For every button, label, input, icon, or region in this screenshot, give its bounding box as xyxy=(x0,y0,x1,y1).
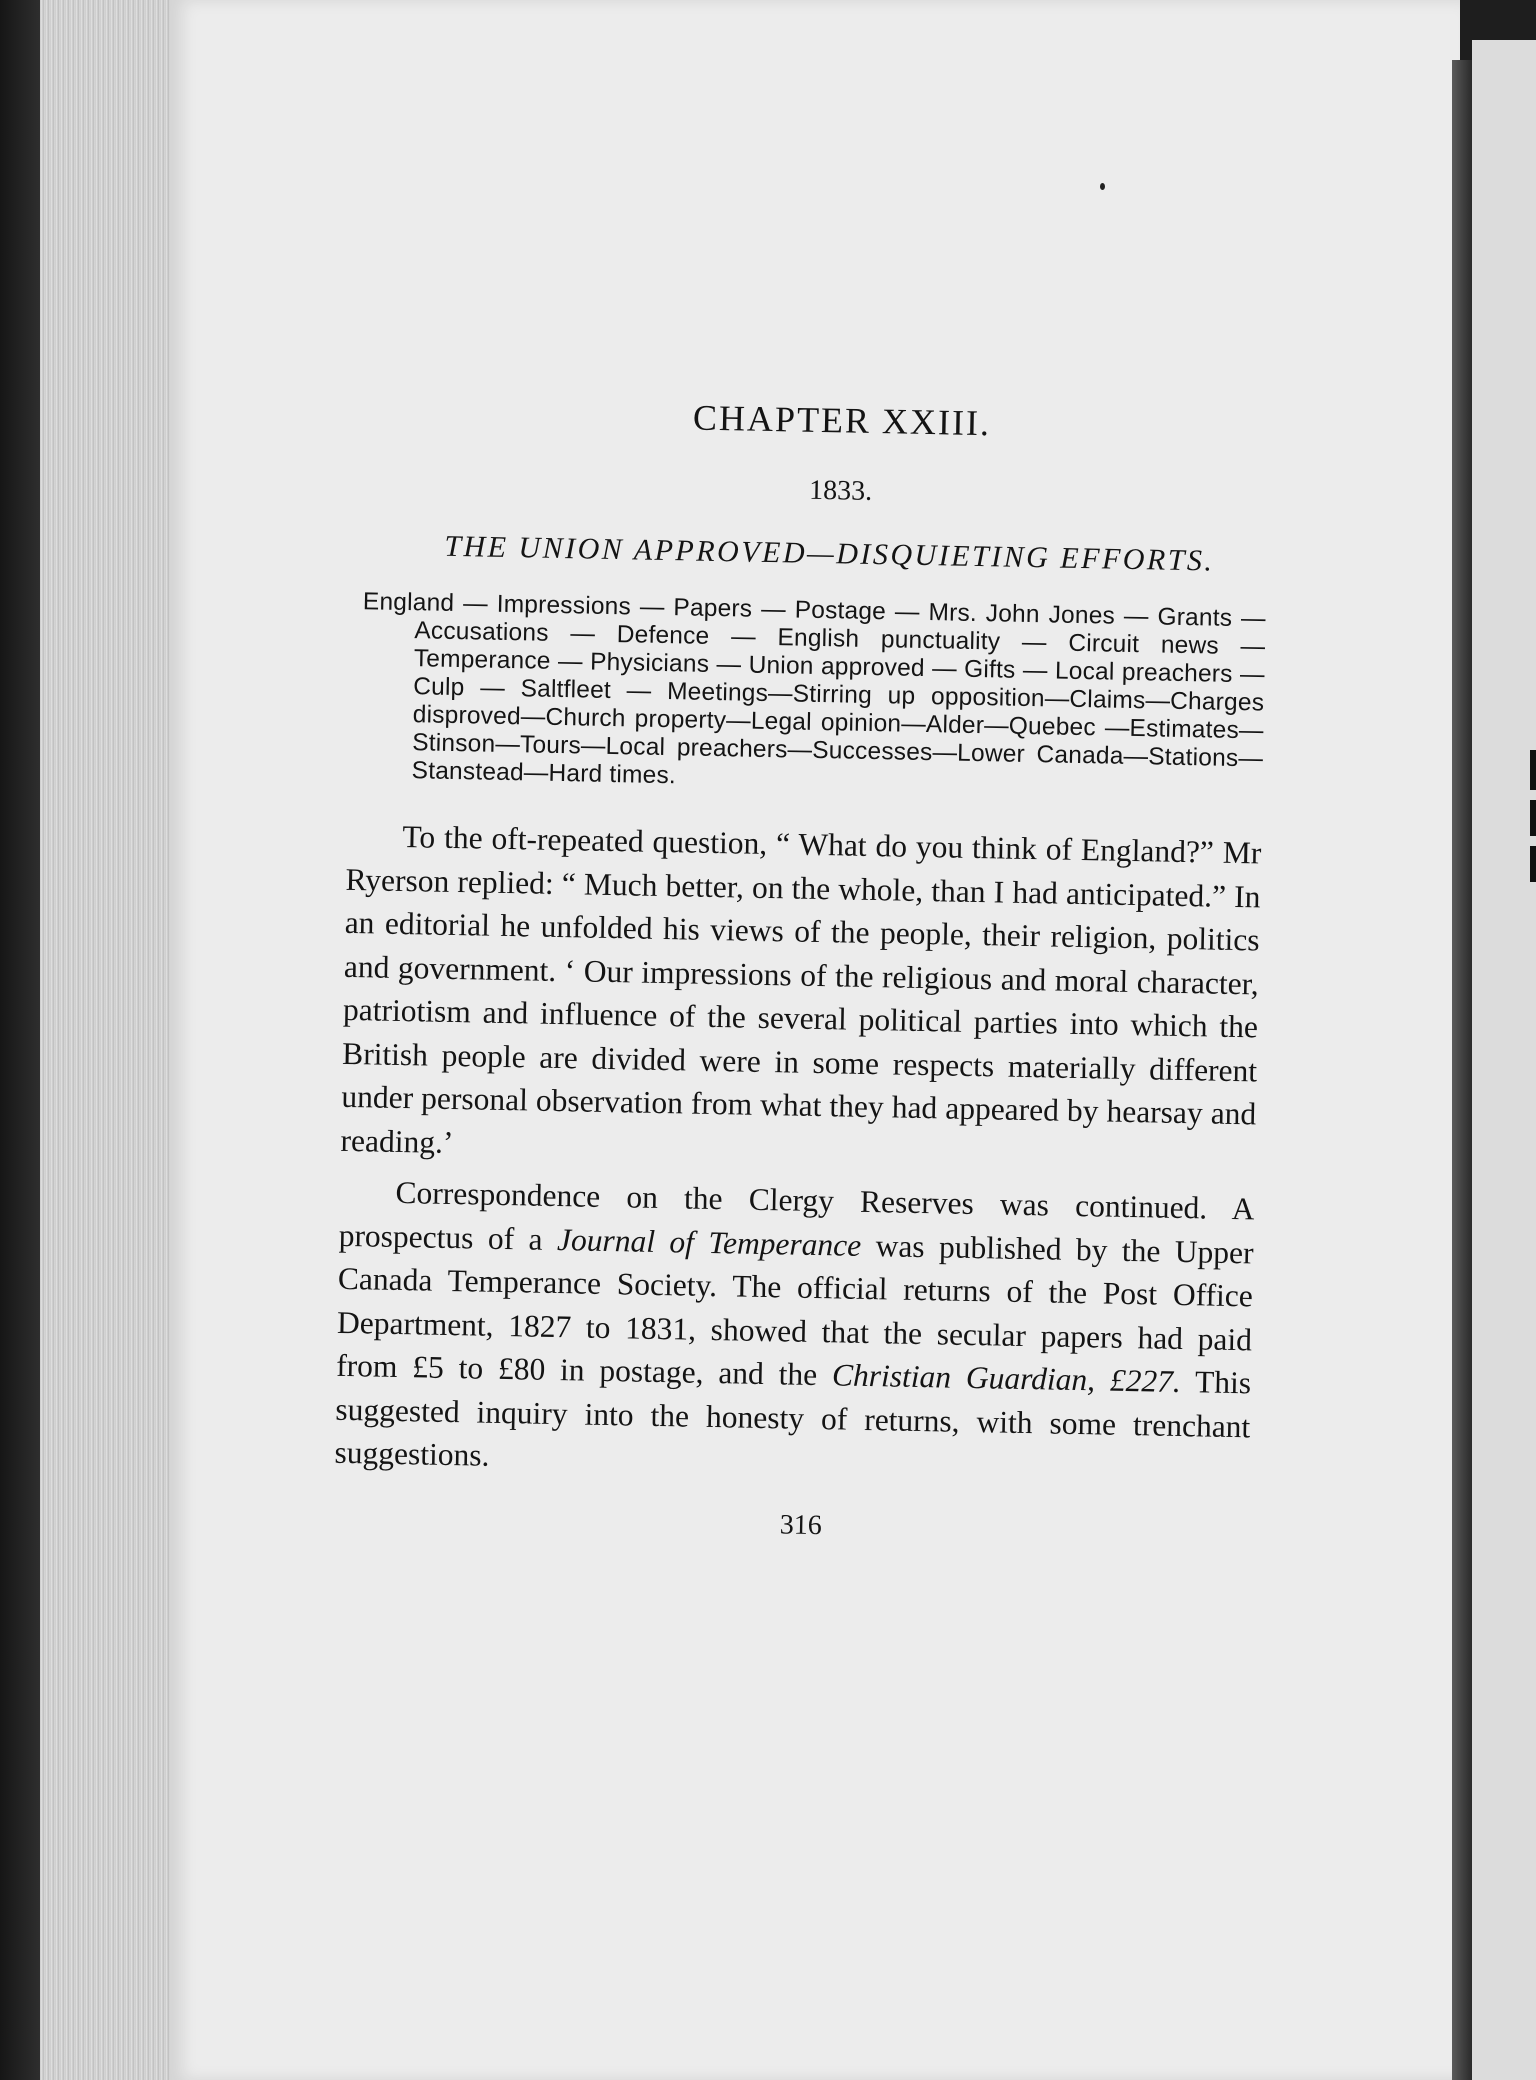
paragraph-2-text: This suggested inquiry into the honesty of returns, with some trenchant suggestions. xyxy=(334,1364,1252,1473)
facing-page-edge xyxy=(1472,40,1536,2080)
paragraph-2-text: Correspondence on the Clergy Reserves was continued. A prospectus of a xyxy=(338,1174,1255,1257)
facing-page-text-fragment xyxy=(1530,846,1536,882)
facing-page-text-fragment xyxy=(1530,750,1536,790)
facing-page-text-fragment xyxy=(1530,800,1536,836)
ink-speck xyxy=(1100,183,1105,190)
page-stack-edge xyxy=(40,0,178,2080)
chapter-synopsis: England — Impressions — Papers — Postage — Mrs. John Jones — Grants — Accusations — Defence — English punctuality — Circuit news — Temperance — Physicians — Union approved — Gifts — Local preachers — Culp — Saltfleet — Meetings—Stirring up opposition—Claims—Charges disproved—Church property—Legal opinion—Alder—Quebec —Estimates—Stinson—Tours—Local preachers—Successes—Lower Canada—Stations—Stanstead—Hard times. xyxy=(362,588,1267,790)
journal-title: Journal of Temperance xyxy=(556,1221,862,1263)
page-number: 316 xyxy=(779,1508,823,1541)
book-gutter xyxy=(1452,60,1472,2080)
paragraph-2-text: was published by the Upper Canada Temperance Society. The official returns of the Post Office Department, 1827 to 1831, showed that the secular papers had paid from £5 to £80 in postage, and the xyxy=(335,1227,1254,1393)
chapter-year: 1833. xyxy=(808,474,873,507)
newspaper-title: Christian Guardian, £227. xyxy=(831,1357,1182,1400)
page-content xyxy=(333,390,1270,1550)
paragraph-1: To the oft-repeated question, “ What do you think of England?” Mr Ryerson replied: “ Much better, on the whole, than I had anticipated.” In an editorial he unfolded his views of the people, their religion, politics and government. ‘ Our impressions of the religious and moral character, patriotism and influence of the several political parties into which the British people are divided were in some respects materially different under personal observation from what they had appeared by hearsay and reading.’ xyxy=(340,818,1262,1160)
paragraph-2 xyxy=(334,1170,1255,1492)
chapter-title: CHAPTER XXIII. xyxy=(692,397,992,444)
chapter-subtitle: THE UNION APPROVED—DISQUIETING EFFORTS. xyxy=(444,529,1215,578)
